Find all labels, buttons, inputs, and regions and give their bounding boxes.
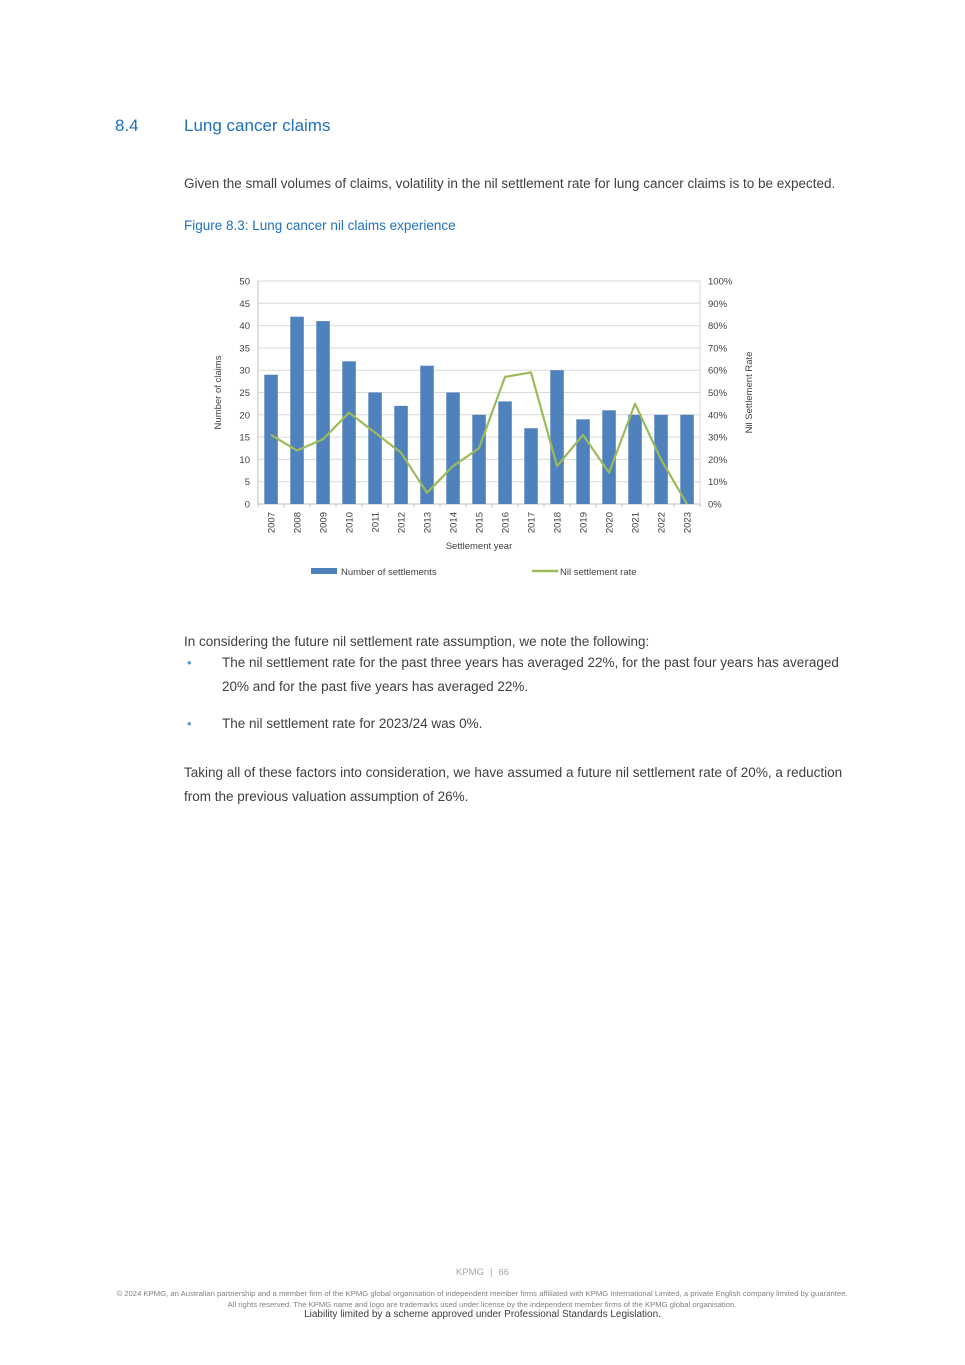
bullet-list <box>187 651 855 749</box>
svg-text:2007: 2007 <box>266 512 278 534</box>
svg-text:2017: 2017 <box>526 512 538 534</box>
svg-text:20%: 20% <box>708 454 728 466</box>
page-footer <box>0 1267 965 1278</box>
page-number: 66 <box>498 1267 510 1278</box>
svg-text:5: 5 <box>244 477 250 489</box>
left-axis-title: Number of claims <box>213 355 224 430</box>
legend-bar-label: Number of settlements <box>341 567 437 578</box>
list-item <box>187 651 855 699</box>
nil-claims-chart <box>205 266 765 598</box>
svg-text:30%: 30% <box>708 432 728 444</box>
svg-text:35: 35 <box>239 343 250 355</box>
svg-text:2023: 2023 <box>682 512 694 534</box>
right-axis-title: Nil Settlement Rate <box>744 351 755 434</box>
svg-text:2008: 2008 <box>292 512 304 534</box>
svg-text:25: 25 <box>239 388 250 399</box>
svg-text:50: 50 <box>239 276 250 288</box>
svg-text:2011: 2011 <box>370 512 382 533</box>
bullet-text: The nil settlement rate for the past three years has averaged 22%, for the past four years has averaged 20% and for the past five years has averaged 22%. <box>222 655 839 694</box>
section-title: Lung cancer claims <box>184 116 331 135</box>
svg-text:60%: 60% <box>708 365 728 377</box>
svg-text:20: 20 <box>239 410 250 422</box>
section-heading <box>115 116 330 136</box>
svg-text:70%: 70% <box>708 343 728 355</box>
svg-text:2014: 2014 <box>448 512 460 534</box>
chart-legend <box>311 567 637 578</box>
footer-brand: KPMG <box>455 1267 484 1278</box>
footer-legal-text: © 2024 KPMG, an Australian partnership and a member firm of the KPMG global organisation of independent member firms affiliated with KPMG International Limited, a private English company limited by guarantee. All rights reserved. The KPMG name and logo are trademarks used under license by the independent member firms of the KPMG global organisation. <box>116 1289 848 1309</box>
svg-text:10%: 10% <box>708 477 728 489</box>
svg-text:2016: 2016 <box>500 512 512 534</box>
bullet-text: The nil settlement rate for 2023/24 was 0%. <box>222 716 483 731</box>
svg-text:2010: 2010 <box>344 512 356 534</box>
svg-text:2022: 2022 <box>656 512 668 534</box>
section-number: 8.4 <box>115 116 139 135</box>
figure-caption: Figure 8.3: Lung cancer nil claims experience <box>184 218 456 233</box>
intro-paragraph: Given the small volumes of claims, volatility in the nil settlement rate for lung cancer claims is to be expected. <box>184 175 836 191</box>
svg-text:15: 15 <box>239 432 250 444</box>
svg-text:50%: 50% <box>708 388 728 399</box>
svg-text:2012: 2012 <box>396 512 408 534</box>
svg-text:100%: 100% <box>708 276 733 288</box>
svg-text:40%: 40% <box>708 410 728 422</box>
conclusion-paragraph: Taking all of these factors into consideration, we have assumed a future nil settlement rate of 20%, a reduction from the previous valuation assumption of 26%. <box>184 764 843 804</box>
legend-bar-swatch <box>311 568 337 574</box>
svg-text:80%: 80% <box>708 321 728 333</box>
svg-text:40: 40 <box>239 321 250 333</box>
svg-text:2009: 2009 <box>318 512 330 534</box>
svg-text:2021: 2021 <box>630 512 642 534</box>
bars-number-of-settlements <box>264 317 694 504</box>
svg-text:0%: 0% <box>708 499 722 511</box>
svg-text:2013: 2013 <box>422 512 434 534</box>
list-item <box>187 712 855 736</box>
svg-text:30: 30 <box>239 365 250 377</box>
svg-text:10: 10 <box>239 454 250 466</box>
bullet-icon: • <box>187 716 192 731</box>
svg-text:2019: 2019 <box>578 512 590 534</box>
x-axis-title: Settlement year <box>445 541 513 552</box>
svg-text:45: 45 <box>239 298 250 310</box>
svg-text:2018: 2018 <box>552 512 564 534</box>
svg-text:2020: 2020 <box>604 512 616 534</box>
bullet-icon: • <box>187 655 192 670</box>
footer-separator: | <box>489 1267 493 1278</box>
nil-claims-chart-svg <box>205 266 765 598</box>
footer-liability-text: Liability limited by a scheme approved under Professional Standards Legislation. <box>304 1309 661 1320</box>
considering-paragraph: In considering the future nil settlement rate assumption, we note the following: <box>184 633 650 649</box>
svg-text:90%: 90% <box>708 298 728 310</box>
svg-text:2015: 2015 <box>474 512 486 534</box>
svg-text:0: 0 <box>244 499 250 511</box>
legend-line-label: Nil settlement rate <box>560 567 637 578</box>
